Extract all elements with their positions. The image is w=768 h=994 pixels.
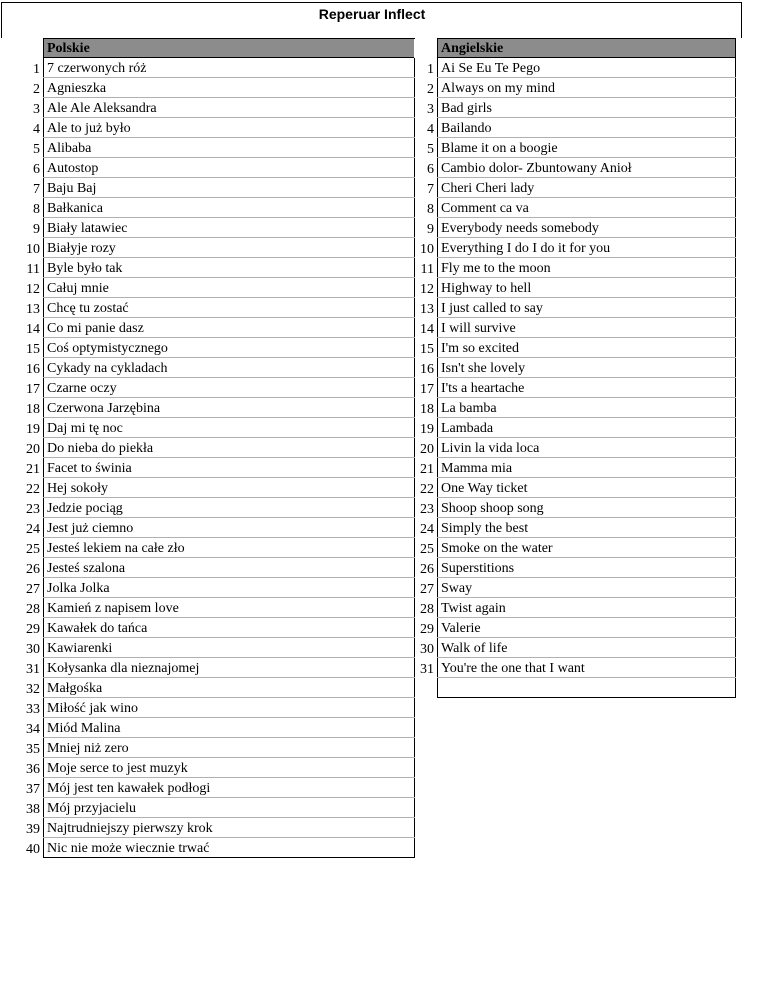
- table-row: [20, 278, 415, 298]
- song-title: 7 czerwonych róż: [44, 58, 415, 78]
- song-title: Co mi panie dasz: [44, 318, 415, 338]
- table-row: [20, 718, 415, 738]
- row-number: 20: [26, 441, 40, 457]
- song-title: Kamień z napisem love: [44, 598, 415, 618]
- table-row: [20, 518, 415, 538]
- song-title: You're the one that I want: [438, 658, 736, 678]
- song-title: Hej sokoły: [44, 478, 415, 498]
- table-row: [20, 778, 415, 798]
- song-title: Ai Se Eu Te Pego: [438, 58, 736, 78]
- song-title: Always on my mind: [438, 78, 736, 98]
- table-row: [20, 178, 415, 198]
- row-number: 10: [420, 241, 434, 257]
- song-title: Autostop: [44, 158, 415, 178]
- song-title: Bad girls: [438, 98, 736, 118]
- table-row: [414, 478, 736, 498]
- row-number: 30: [26, 641, 40, 657]
- table-row: [20, 638, 415, 658]
- table-row: [20, 538, 415, 558]
- table-row: [414, 118, 736, 138]
- table-row: [414, 558, 736, 578]
- table-row: [20, 358, 415, 378]
- song-title: I just called to say: [438, 298, 736, 318]
- row-number: 25: [420, 541, 434, 557]
- row-number: 22: [420, 481, 434, 497]
- row-number: 4: [427, 121, 434, 137]
- row-number: 35: [26, 741, 40, 757]
- song-title: Simply the best: [438, 518, 736, 538]
- table-row: [20, 758, 415, 778]
- song-title: Bałkanica: [44, 198, 415, 218]
- table-row: [414, 258, 736, 278]
- row-number: 24: [26, 521, 40, 537]
- song-title: Cykady na cykladach: [44, 358, 415, 378]
- table-row: [414, 218, 736, 238]
- table-row: [414, 518, 736, 538]
- table-row: [20, 78, 415, 98]
- table-row: [414, 618, 736, 638]
- song-title: Kawiarenki: [44, 638, 415, 658]
- row-number: 16: [26, 361, 40, 377]
- song-title: Kawałek do tańca: [44, 618, 415, 638]
- table-row: [20, 838, 415, 858]
- table-row: [414, 678, 736, 698]
- table-row: [414, 418, 736, 438]
- row-number: 4: [33, 121, 40, 137]
- song-title: Do nieba do piekła: [44, 438, 415, 458]
- table-row: [414, 178, 736, 198]
- song-title: Everybody needs somebody: [438, 218, 736, 238]
- song-title: Fly me to the moon: [438, 258, 736, 278]
- song-title: Ale Ale Aleksandra: [44, 98, 415, 118]
- table-row: [414, 358, 736, 378]
- table-row: [414, 398, 736, 418]
- table-row: [414, 98, 736, 118]
- row-number: 21: [26, 461, 40, 477]
- row-number: 11: [420, 261, 434, 277]
- table-row: [20, 658, 415, 678]
- table-row: [414, 638, 736, 658]
- song-title: Małgośka: [44, 678, 415, 698]
- song-title: I'm so excited: [438, 338, 736, 358]
- song-title: Everything I do I do it for you: [438, 238, 736, 258]
- row-number: 26: [26, 561, 40, 577]
- song-title: Twist again: [438, 598, 736, 618]
- row-number: 11: [26, 261, 40, 277]
- table-row: [414, 338, 736, 358]
- song-title: Coś optymistycznego: [44, 338, 415, 358]
- song-title: Całuj mnie: [44, 278, 415, 298]
- row-number: 27: [420, 581, 434, 597]
- table-row: [20, 58, 415, 78]
- table-row: [20, 498, 415, 518]
- song-title: Sway: [438, 578, 736, 598]
- song-title: Daj mi tę noc: [44, 418, 415, 438]
- number-column-header: [414, 39, 438, 58]
- row-number: 1: [33, 61, 40, 77]
- table-row: [20, 678, 415, 698]
- row-number: [414, 678, 438, 698]
- table-row: [20, 238, 415, 258]
- row-number: 13: [420, 301, 434, 317]
- song-title: Comment ca va: [438, 198, 736, 218]
- table-row: [414, 138, 736, 158]
- song-title: I will survive: [438, 318, 736, 338]
- table-row: [20, 418, 415, 438]
- row-number: 9: [427, 221, 434, 237]
- row-number: 9: [33, 221, 40, 237]
- table-row: [20, 198, 415, 218]
- row-number: 22: [26, 481, 40, 497]
- row-number: 12: [26, 281, 40, 297]
- row-number: 19: [420, 421, 434, 437]
- table-row: [20, 458, 415, 478]
- table-row: [20, 698, 415, 718]
- row-number: 2: [427, 81, 434, 97]
- row-number: 7: [427, 181, 434, 197]
- table-row: [414, 318, 736, 338]
- table-row: [414, 538, 736, 558]
- table-row: [414, 378, 736, 398]
- song-title: Highway to hell: [438, 278, 736, 298]
- row-number: 13: [26, 301, 40, 317]
- song-title: Chcę tu zostać: [44, 298, 415, 318]
- row-number: 6: [427, 161, 434, 177]
- song-title: I'ts a heartache: [438, 378, 736, 398]
- table-row: [20, 338, 415, 358]
- table-row: [20, 118, 415, 138]
- song-title: Najtrudniejszy pierwszy krok: [44, 818, 415, 838]
- table-row: [20, 738, 415, 758]
- row-number: 38: [26, 801, 40, 817]
- row-number: 36: [26, 761, 40, 777]
- row-number: 12: [420, 281, 434, 297]
- row-number: 20: [420, 441, 434, 457]
- row-number: 7: [33, 181, 40, 197]
- song-title: Blame it on a boogie: [438, 138, 736, 158]
- table-row: [20, 618, 415, 638]
- song-title: Cheri Cheri lady: [438, 178, 736, 198]
- song-title: Nic nie może wiecznie trwać: [44, 838, 415, 858]
- row-number: 5: [427, 141, 434, 157]
- table-row: [414, 58, 736, 78]
- table-row: [20, 478, 415, 498]
- polish-songs-body: [20, 58, 415, 858]
- song-title: Czarne oczy: [44, 378, 415, 398]
- table-row: [414, 278, 736, 298]
- song-title: Mamma mia: [438, 458, 736, 478]
- table-row: [20, 598, 415, 618]
- row-number: 14: [26, 321, 40, 337]
- song-title: Lambada: [438, 418, 736, 438]
- row-number: 29: [26, 621, 40, 637]
- row-number: 37: [26, 781, 40, 797]
- song-title: Mniej niż zero: [44, 738, 415, 758]
- row-number: 15: [420, 341, 434, 357]
- row-number: 23: [26, 501, 40, 517]
- table-row: [414, 78, 736, 98]
- english-songs-table: [414, 38, 736, 698]
- table-row: [414, 298, 736, 318]
- song-title: Białyje rozy: [44, 238, 415, 258]
- number-column-header: [20, 39, 44, 58]
- row-number: 2: [33, 81, 40, 97]
- song-title: One Way ticket: [438, 478, 736, 498]
- row-number: 1: [427, 61, 434, 77]
- song-title: Agnieszka: [44, 78, 415, 98]
- row-number: 3: [33, 101, 40, 117]
- song-title: Smoke on the water: [438, 538, 736, 558]
- table-row: [20, 398, 415, 418]
- table-row: [414, 458, 736, 478]
- table-row: [20, 558, 415, 578]
- table-row: [414, 158, 736, 178]
- row-number: 6: [33, 161, 40, 177]
- table-row: [414, 598, 736, 618]
- row-number: 14: [420, 321, 434, 337]
- row-number: 32: [26, 681, 40, 697]
- table-row: [414, 198, 736, 218]
- table-row: [20, 138, 415, 158]
- table-row: [20, 98, 415, 118]
- song-title: Czerwona Jarzębina: [44, 398, 415, 418]
- row-number: 10: [26, 241, 40, 257]
- table-row: [20, 578, 415, 598]
- table-row: [20, 318, 415, 338]
- row-number: 28: [26, 601, 40, 617]
- row-number: 28: [420, 601, 434, 617]
- song-title: La bamba: [438, 398, 736, 418]
- song-title: Shoop shoop song: [438, 498, 736, 518]
- english-songs-body: [414, 58, 736, 698]
- song-title: [438, 678, 736, 698]
- page-title: Reperuar Inflect: [318, 6, 426, 22]
- song-title: Jesteś szalona: [44, 558, 415, 578]
- song-title: Walk of life: [438, 638, 736, 658]
- table-row: [414, 658, 736, 678]
- song-title: Jolka Jolka: [44, 578, 415, 598]
- table-row: [20, 158, 415, 178]
- row-number: 17: [26, 381, 40, 397]
- table-row: [20, 218, 415, 238]
- row-number: 8: [427, 201, 434, 217]
- song-title: Miód Malina: [44, 718, 415, 738]
- song-title: Facet to świnia: [44, 458, 415, 478]
- song-title: Jest już ciemno: [44, 518, 415, 538]
- song-title: Alibaba: [44, 138, 415, 158]
- row-number: 24: [420, 521, 434, 537]
- english-column-header: Angielskie: [438, 39, 736, 58]
- row-number: 27: [26, 581, 40, 597]
- polish-column-header: Polskie: [44, 39, 415, 58]
- polish-songs-table: [20, 38, 415, 858]
- row-number: 33: [26, 701, 40, 717]
- song-title: Biały latawiec: [44, 218, 415, 238]
- row-number: 8: [33, 201, 40, 217]
- song-title: Ale to już było: [44, 118, 415, 138]
- song-title: Valerie: [438, 618, 736, 638]
- song-title: Livin la vida loca: [438, 438, 736, 458]
- table-row: [414, 578, 736, 598]
- song-title: Mój jest ten kawałek podłogi: [44, 778, 415, 798]
- row-number: 15: [26, 341, 40, 357]
- row-number: 17: [420, 381, 434, 397]
- table-row: [20, 298, 415, 318]
- song-title: Bailando: [438, 118, 736, 138]
- table-row: [414, 438, 736, 458]
- song-title: Jesteś lekiem na całe zło: [44, 538, 415, 558]
- row-number: 18: [26, 401, 40, 417]
- row-number: 16: [420, 361, 434, 377]
- song-title: Jedzie pociąg: [44, 498, 415, 518]
- song-title: Baju Baj: [44, 178, 415, 198]
- row-number: 30: [420, 641, 434, 657]
- row-number: 31: [26, 661, 40, 677]
- row-number: 18: [420, 401, 434, 417]
- row-number: 26: [420, 561, 434, 577]
- table-row: [20, 798, 415, 818]
- row-number: 5: [33, 141, 40, 157]
- song-title: Moje serce to jest muzyk: [44, 758, 415, 778]
- row-number: 29: [420, 621, 434, 637]
- table-row: [20, 378, 415, 398]
- song-title: Miłość jak wino: [44, 698, 415, 718]
- table-row: [20, 438, 415, 458]
- song-title: Cambio dolor- Zbuntowany Anioł: [438, 158, 736, 178]
- table-row: [20, 818, 415, 838]
- row-number: 31: [420, 661, 434, 677]
- table-row: [414, 498, 736, 518]
- table-row: [20, 258, 415, 278]
- row-number: 19: [26, 421, 40, 437]
- row-number: 3: [427, 101, 434, 117]
- song-title: Byle było tak: [44, 258, 415, 278]
- song-title: Superstitions: [438, 558, 736, 578]
- table-row: [414, 238, 736, 258]
- song-title: Kołysanka dla nieznajomej: [44, 658, 415, 678]
- row-number: 34: [26, 721, 40, 737]
- row-number: 25: [26, 541, 40, 557]
- song-title: Isn't she lovely: [438, 358, 736, 378]
- row-number: 39: [26, 821, 40, 837]
- song-title: Mój przyjacielu: [44, 798, 415, 818]
- row-number: 23: [420, 501, 434, 517]
- row-number: 21: [420, 461, 434, 477]
- row-number: 40: [26, 841, 40, 857]
